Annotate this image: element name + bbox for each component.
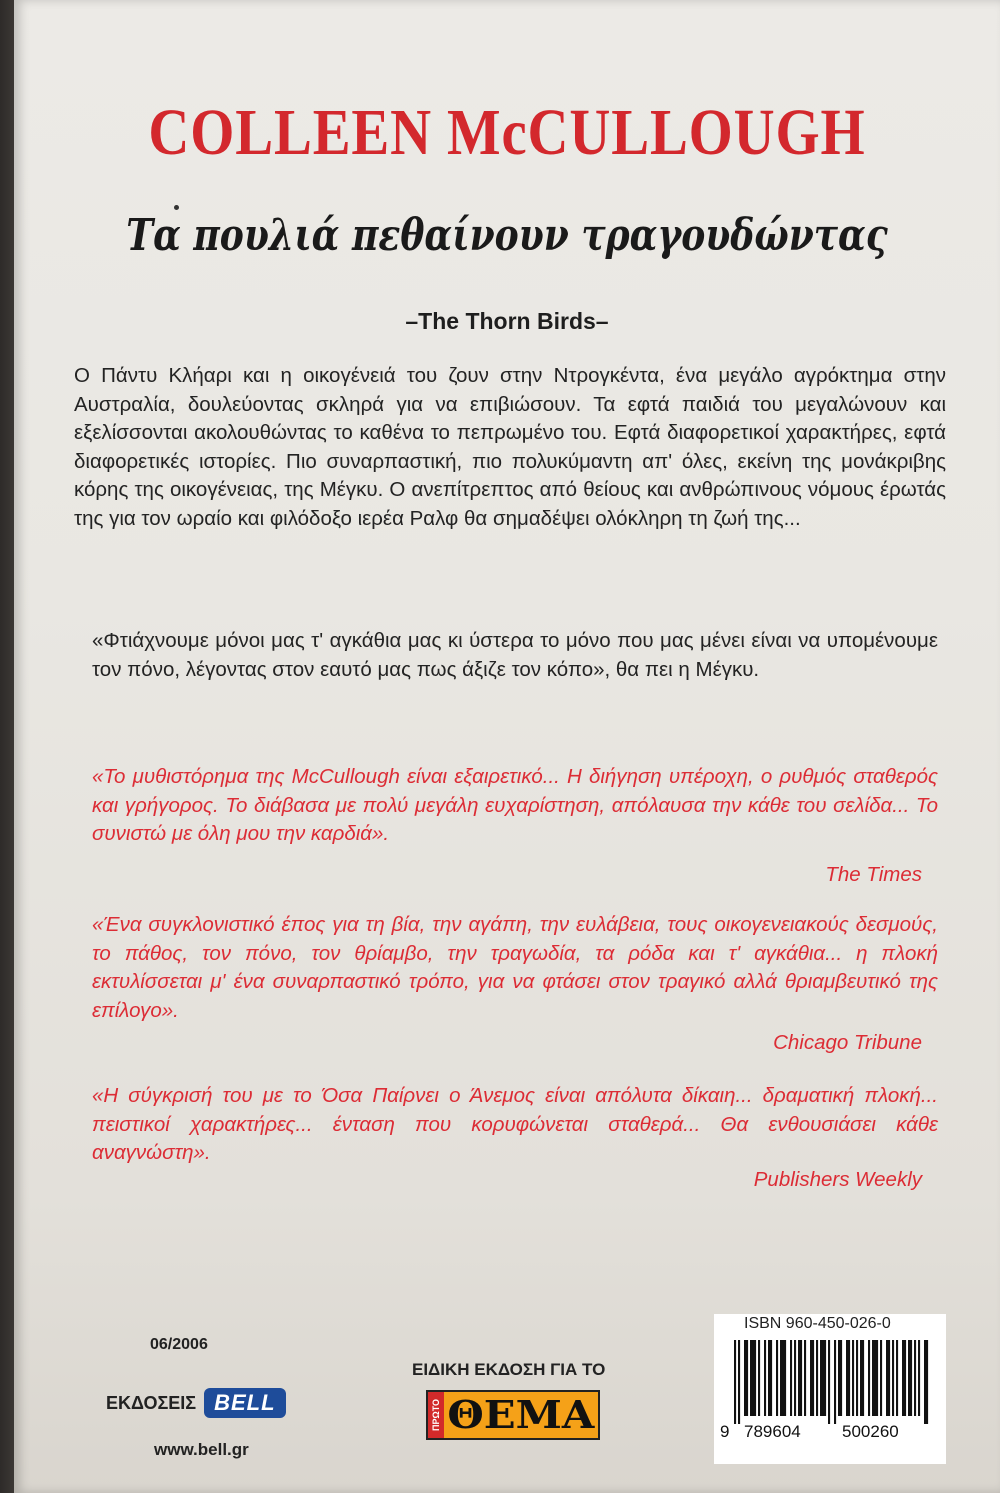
barcode-bar [820, 1340, 822, 1416]
barcode-bar [924, 1340, 926, 1424]
barcode-bar [852, 1340, 854, 1416]
barcode-bar [926, 1340, 928, 1424]
barcode-bar [860, 1340, 862, 1416]
barcode-bar [868, 1340, 870, 1416]
barcode-bar [886, 1340, 888, 1416]
barcode-bar [914, 1340, 916, 1416]
barcode-bar [764, 1340, 766, 1416]
barcode-bar [892, 1340, 894, 1416]
barcode-bar [790, 1340, 792, 1416]
barcode-bar [822, 1340, 824, 1416]
publisher-website: www.bell.gr [154, 1440, 249, 1459]
barcode-bar [770, 1340, 772, 1416]
barcode-bar [746, 1340, 748, 1416]
greek-title: Τα πουλιά πεθαίνουν τραγουδώντας [126, 210, 888, 261]
book-back-cover [14, 0, 1000, 1493]
review-text: «Η σύγκρισή του με το Όσα Παίρνει ο Άνεμος είναι απόλυτα δίκαιη... δραματική πλοκή... πειστικοί χαρακτήρες... ένταση που κορυφώνεται σταθερά... Θα ενθουσιάσει κάθε αναγνώστη». [92, 1084, 938, 1164]
barcode-bar [862, 1340, 864, 1416]
barcode-bar [768, 1340, 770, 1416]
barcode-bar [812, 1340, 814, 1416]
barcode-bar [846, 1340, 848, 1416]
barcode-bar [798, 1340, 800, 1416]
barcode-bar [838, 1340, 840, 1416]
barcode-bar [810, 1340, 812, 1416]
barcode-bar [738, 1340, 740, 1424]
barcode-bar [776, 1340, 778, 1416]
thema-word: ΘΕΜΑ [447, 1392, 595, 1437]
barcode-bar [758, 1340, 760, 1416]
barcode-bar [800, 1340, 802, 1416]
thema-tag: ΠΡΩΤΟ [428, 1392, 444, 1438]
barcode-bar [874, 1340, 876, 1416]
character-quote: «Φτιάχνουμε μόνοι μας τ' αγκάθια μας κι ύστερα το μόνο που μας μένει είναι να υπομένουμε τον πόνο, λέγοντας στον εαυτό μας πως άξιζε τον κόπο», θα πει η Μέγκυ. [92, 629, 938, 681]
barcode-bar [834, 1340, 836, 1424]
barcode-bar [880, 1340, 882, 1416]
barcode-bar [828, 1340, 830, 1424]
barcode-bar [782, 1340, 784, 1416]
bell-logo: BELL [204, 1388, 285, 1418]
barcode-bar [902, 1340, 904, 1416]
barcode-bar [734, 1340, 736, 1424]
publication-date: 06/2006 [150, 1336, 208, 1353]
review-source: The Times [825, 863, 922, 886]
barcode-bar [908, 1340, 910, 1416]
barcode-bar [794, 1340, 796, 1416]
barcode-bar [876, 1340, 878, 1416]
barcode-bars [734, 1340, 930, 1424]
special-edition-label: ΕΙΔΙΚΗ ΕΚΔΟΣΗ ΓΙΑ ΤΟ [412, 1360, 606, 1379]
barcode-bar [872, 1340, 874, 1416]
barcode-digit-group: 789604 [744, 1422, 801, 1441]
barcode-bar [754, 1340, 756, 1416]
barcode-bar [888, 1340, 890, 1416]
review-text: «Ένα συγκλονιστικό έπος για τη βία, την αγάπη, την ευλάβεια, τους οικογενειακούς δεσμούς, το πάθος, τον πόνο, τον θρίαμβο, την τραγωδία, τα ρόδα και τ' αγκάθια... η πλοκή εκτυλίσσεται μ' ένα συναρπαστικό τρόπο, για να φτάσει στον τραγικό αλλά θριαμβευτικό της επίλογο». [92, 913, 938, 1022]
barcode-bar [750, 1340, 752, 1416]
synopsis: Ο Πάντυ Κλήαρι και η οικογένειά του ζουν στην Ντρογκέντα, ένα μεγάλο αγρόκτημα στην Αυστραλία, δουλεύοντας σκληρά για να επιβιώσουν. Τα εφτά παιδιά του μεγαλώνουν και εξελίσσονται ακολουθώντας το καθένα το πεπρωμένο του. Εφτά διαφορετικοί χαρακτήρες, εφτά διαφορετικές ιστορίες. Πιο συναρπαστική, πιο πολυκύμαντη απ' όλες, εκείνη της μονάκριβης κόρης της οικογένειας, της Μέγκυ. Ο ανεπίτρεπτος από θείους και ανθρώπινους νόμους έρωτάς της για τον ωραίο και φιλόδοξο ιερέα Ραλφ θα σημαδέψει ολόκληρη τη ζωή της... [74, 364, 946, 530]
barcode-bar [856, 1340, 858, 1416]
isbn: ISBN 960-450-026-0 [744, 1315, 891, 1332]
barcode-bar [840, 1340, 842, 1416]
review-source: Chicago Tribune [773, 1031, 922, 1054]
barcode-digit-group: 9 [720, 1422, 730, 1441]
publisher [106, 1388, 286, 1418]
author-name: COLLEEN McCULLOUGH [148, 96, 866, 169]
barcode-bar [918, 1340, 920, 1416]
barcode-bar [848, 1340, 850, 1416]
publisher-label: ΕΚΔΟΣΕΙΣ [106, 1392, 197, 1413]
barcode-digit-group: 500260 [842, 1422, 899, 1441]
barcode-bar [784, 1340, 786, 1416]
barcode-bar [816, 1340, 818, 1416]
thema-logo [426, 1390, 600, 1440]
barcode-bar [780, 1340, 782, 1416]
review-text: «Το μυθιστόρημα της McCullough είναι εξαιρετικό... Η διήγηση υπέροχη, ο ρυθμός σταθερός και γρήγορος. Το διάβασα με πολύ μεγάλη ευχαρίστηση, απόλαυσα την κάθε του σελίδα... Το συνιστώ με όλη μου την καρδιά». [92, 765, 938, 845]
barcode-bar [752, 1340, 754, 1416]
barcode-bar [804, 1340, 806, 1416]
barcode-bar [824, 1340, 826, 1416]
barcode-bar [904, 1340, 906, 1416]
barcode [714, 1314, 946, 1464]
barcode-bar [910, 1340, 912, 1416]
original-title: –The Thorn Birds– [405, 308, 609, 334]
barcode-bar [744, 1340, 746, 1416]
review-source: Publishers Weekly [753, 1168, 922, 1191]
barcode-bar [896, 1340, 898, 1416]
